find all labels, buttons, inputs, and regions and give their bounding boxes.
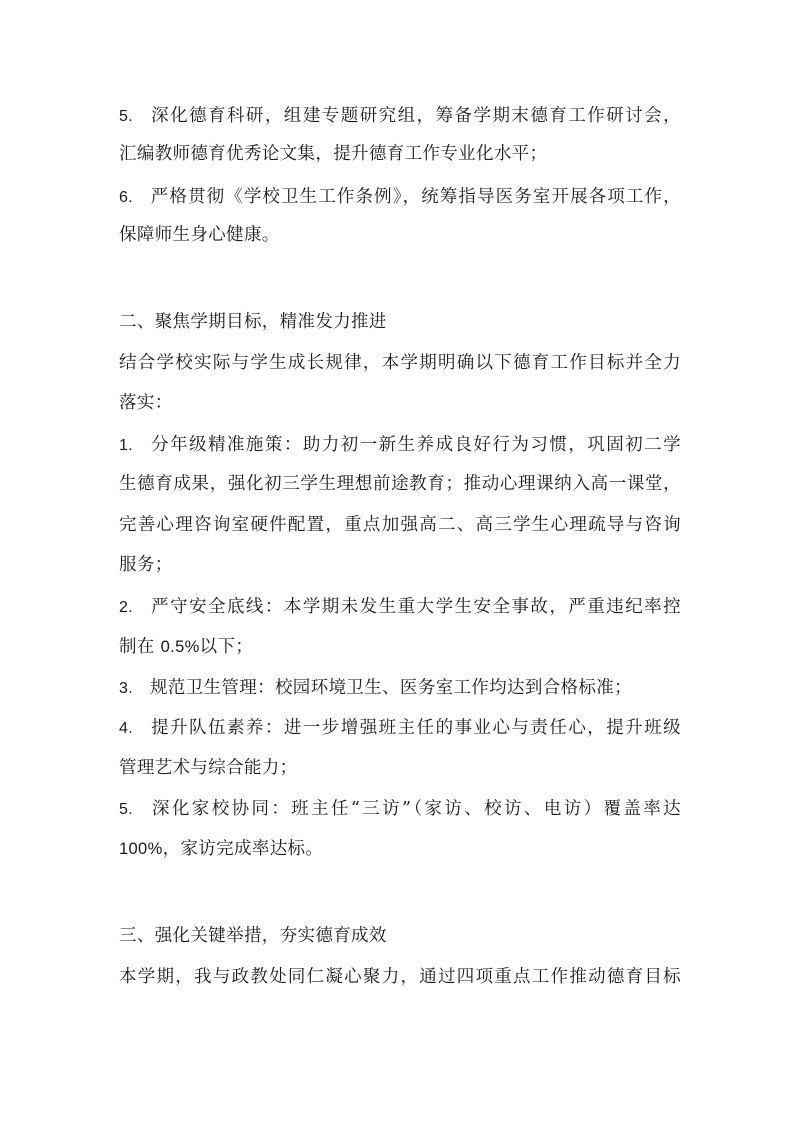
list-item-text: 规范卫生管理：校园环境卫生、医务室工作均达到合格标准； (150, 678, 632, 698)
list-item-text: 提升队伍素养：进一步增强班主任的事业心与责任心，提升班级 (150, 718, 681, 738)
list-number: 6. (119, 189, 134, 206)
list-item-text: 严守安全底线：本学期未发生重大学生安全事故，严重违纪率控 (150, 597, 681, 617)
percentage-value: 0.5% (160, 638, 200, 656)
list-item (119, 676, 632, 700)
list-item-text: 深化家校协同：班主任“三访”（家访、校访、电访）覆盖率达 (150, 799, 681, 819)
list-item-continuation: 服务； (119, 555, 173, 575)
section-heading: 二、聚焦学期目标，精准发力推进 (119, 312, 387, 332)
list-item-text: 分年级精准施策：助力初一新生养成良好行为习惯，巩固初二学 (150, 435, 681, 455)
list-item (119, 797, 681, 821)
list-number: 2. (119, 599, 134, 616)
list-item (119, 716, 681, 740)
list-item-continuation: 完善心理咨询室硬件配置，重点加强高二、高三学生心理疏导与咨询 (119, 515, 681, 535)
list-number: 4. (119, 720, 134, 737)
list-item-continuation: 生德育成果，强化初三学生理想前途教育；推动心理课纳入高一课堂， (119, 474, 681, 494)
list-item (119, 433, 681, 457)
text-segment: ，家访完成率达标。 (162, 839, 324, 859)
percentage-value: 100% (119, 840, 163, 858)
section-heading: 三、强化关键举措，夯实德育成效 (119, 926, 387, 946)
list-item-text: 严格贯彻《学校卫生工作条例》，统筹指导医务室开展各项工作， (150, 187, 681, 207)
list-number: 3. (119, 680, 134, 697)
list-item-continuation: 管理艺术与综合能力； (119, 758, 298, 778)
paragraph-line: 落实： (119, 393, 173, 413)
paragraph-line: 结合学校实际与学生成长规律，本学期明确以下德育工作目标并全力 (119, 353, 681, 373)
list-item (119, 185, 681, 209)
list-item-continuation (119, 635, 253, 659)
text-segment: 以下； (199, 637, 254, 657)
list-number: 1. (119, 437, 134, 454)
paragraph-line: 本学期，我与政教处同仁凝心聚力，通过四项重点工作推动德育目标 (119, 967, 681, 987)
list-item (119, 595, 681, 619)
list-number: 5. (119, 801, 134, 818)
list-item (119, 104, 681, 128)
list-item-continuation: 汇编教师德育优秀论文集，提升德育工作专业化水平； (119, 144, 548, 164)
text-segment: 制在 (119, 637, 161, 657)
list-item-continuation: 保障师生身心健康。 (119, 225, 280, 245)
list-item-text: 深化德育科研，组建专题研究组，筹备学期末德育工作研讨会， (150, 106, 681, 126)
list-item-continuation (119, 837, 323, 861)
list-number: 5. (119, 108, 134, 125)
